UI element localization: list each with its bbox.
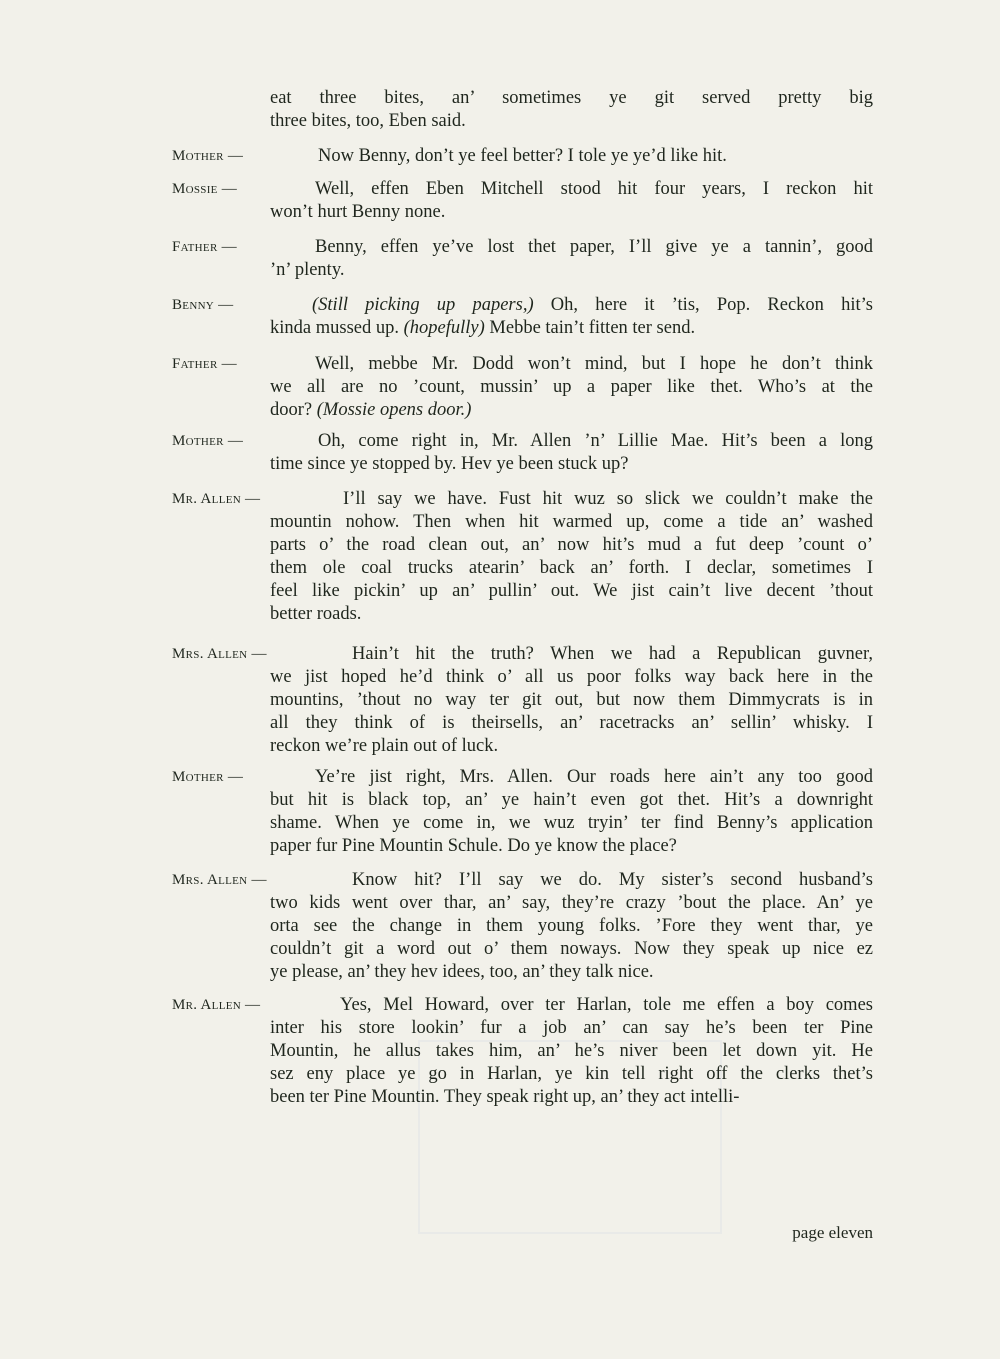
dialogue-text: Mountin, he allus takes him, an’ he’s niver been let down yit. He — [270, 1041, 873, 1061]
dialogue-line — [270, 915, 873, 938]
dialogue-text: Oh, come right in, Mr. Allen ’n’ Lillie Mae. Hit’s been a long — [318, 431, 873, 451]
dialogue-text: won’t hurt Benny none. — [270, 202, 446, 222]
speaker-name: Mrs. Allen — — [172, 872, 267, 888]
dialogue-line — [352, 643, 873, 666]
dialogue-line — [315, 353, 873, 376]
dialogue-text: all they think of is theirsells, an’ racetracks an’ sellin’ whisky. I — [270, 713, 873, 733]
dialogue-line — [270, 789, 873, 812]
speaker-name: Mother — — [172, 769, 244, 785]
dialogue-line — [270, 712, 873, 735]
dialogue-line — [270, 689, 873, 712]
dialogue-text: sez eny place ye go in Harlan, ye kin tell right off the clerks thet’s — [270, 1064, 873, 1084]
dialogue-line — [270, 201, 873, 224]
dialogue-line — [270, 812, 873, 835]
dialogue-text: Well, effen Eben Mitchell stood hit four years, I reckon hit — [315, 179, 873, 199]
dialogue-line — [270, 1040, 873, 1063]
dialogue-text: we jist hoped he’d think o’ all us poor folks way back here in the — [270, 667, 873, 687]
dialogue-line — [270, 317, 873, 340]
dialogue-text: but hit is black top, an’ ye hain’t even got thet. Hit’s a downright — [270, 790, 873, 810]
dialogue-line — [318, 430, 873, 453]
dialogue-text: eat three bites, an’ sometimes ye git served pretty big — [270, 88, 873, 108]
dialogue-text: shame. When ye come in, we wuz tryin’ ter find Benny’s application — [270, 813, 873, 833]
dialogue-text: Yes, Mel Howard, over ter Harlan, tole me effen a boy comes — [340, 995, 873, 1015]
dialogue-line — [352, 869, 873, 892]
dialogue-text: mountins, ’thout no way ter git out, but now them Dimmycrats is in — [270, 690, 873, 710]
dialogue-line — [315, 236, 873, 259]
dialogue-line — [270, 110, 873, 133]
dialogue-text: Oh, here it ’tis, Pop. Reckon hit’s — [533, 295, 873, 315]
dialogue-line — [340, 994, 873, 1017]
dialogue-text: mountin nohow. Then when hit warmed up, come a tide an’ washed — [270, 512, 873, 532]
dialogue-text: couldn’t git a word out o’ them noways. Now they speak up nice ez — [270, 939, 873, 959]
speaker-name: Mossie — — [172, 181, 238, 197]
dialogue-text: reckon we’re plain out of luck. — [270, 736, 499, 756]
speaker-name: Benny — — [172, 297, 234, 313]
dialogue-text: door? — [270, 400, 317, 420]
dialogue-line — [270, 1017, 873, 1040]
speaker-name: Father — — [172, 356, 237, 372]
speaker-name: Mr. Allen — — [172, 997, 261, 1013]
dialogue-text: three bites, too, Eben said. — [270, 111, 466, 131]
dialogue-text: them ole coal trucks atearin’ back an’ forth. I declar, sometimes I — [270, 558, 873, 578]
dialogue-text: Now Benny, don’t ye feel better? I tole ye ye’d like hit. — [318, 146, 727, 166]
dialogue-line — [270, 259, 873, 282]
dialogue-line — [315, 178, 873, 201]
dialogue-text: kinda mussed up. — [270, 318, 404, 338]
dialogue-line — [270, 961, 873, 984]
dialogue-line — [270, 87, 873, 110]
page-number: page eleven — [792, 1223, 873, 1242]
dialogue-text: Hain’t hit the truth? When we had a Republican guvner, — [352, 644, 873, 664]
speaker-name: Father — — [172, 239, 237, 255]
dialogue-line — [270, 580, 873, 603]
dialogue-line — [270, 511, 873, 534]
speaker-name: Mother — — [172, 148, 244, 164]
dialogue-text: inter his store lookin’ fur a job an’ can say he’s been ter Pine — [270, 1018, 873, 1038]
dialogue-text: two kids went over thar, an’ say, they’re crazy ’bout the place. An’ ye — [270, 893, 873, 913]
dialogue-text: Well, mebbe Mr. Dodd won’t mind, but I hope he don’t think — [315, 354, 873, 374]
dialogue-line — [270, 557, 873, 580]
speaker-name: Mrs. Allen — — [172, 646, 267, 662]
stage-direction: (hopefully) — [403, 318, 485, 338]
dialogue-line — [270, 376, 873, 399]
dialogue-text: been ter Pine Mountin. They speak right up, an’ they act intelli- — [270, 1087, 740, 1107]
dialogue-line — [270, 399, 873, 422]
dialogue-text: parts o’ the road clean out, an’ now hit’s mud a fut deep ’count o’ — [270, 535, 873, 555]
dialogue-text: orta see the change in them young folks. ’Fore they went thar, ye — [270, 916, 873, 936]
dialogue-text: better roads. — [270, 604, 362, 624]
stage-direction: (Still picking up papers,) — [312, 295, 534, 315]
dialogue-text: ye please, an’ they hev idees, too, an’ they talk nice. — [270, 962, 654, 982]
dialogue-text: I’ll say we have. Fust hit wuz so slick we couldn’t make the — [343, 489, 873, 509]
dialogue-line — [270, 453, 873, 476]
dialogue-text: Know hit? I’ll say we do. My sister’s second husband’s — [352, 870, 873, 890]
dialogue-line — [270, 835, 873, 858]
dialogue-line — [270, 534, 873, 557]
dialogue-text: ’n’ plenty. — [270, 260, 345, 280]
dialogue-line — [270, 1063, 873, 1086]
dialogue-text: Mebbe tain’t fitten ter send. — [484, 318, 696, 338]
dialogue-line — [270, 666, 873, 689]
dialogue-text: paper fur Pine Mountin Schule. Do ye know the place? — [270, 836, 677, 856]
dialogue-text: time since ye stopped by. Hev ye been stuck up? — [270, 454, 629, 474]
dialogue-line — [343, 488, 873, 511]
dialogue-text: feel like pickin’ up an’ pullin’ out. We jist cain’t live decent ’thout — [270, 581, 873, 601]
dialogue-text: Ye’re jist right, Mrs. Allen. Our roads here ain’t any too good — [315, 767, 873, 787]
dialogue-line — [270, 892, 873, 915]
speaker-name: Mr. Allen — — [172, 491, 261, 507]
dialogue-line — [270, 938, 873, 961]
dialogue-line — [270, 1086, 873, 1109]
dialogue-line — [315, 766, 873, 789]
dialogue-text: we all are no ’count, mussin’ up a paper like thet. Who’s at the — [270, 377, 873, 397]
dialogue-line — [270, 735, 873, 758]
dialogue-line — [318, 145, 873, 168]
speaker-name: Mother — — [172, 433, 244, 449]
dialogue-line — [270, 603, 873, 626]
dialogue-text: Benny, effen ye’ve lost thet paper, I’ll give ye a tannin’, good — [315, 237, 873, 257]
dialogue-line — [312, 294, 873, 317]
stage-direction: (Mossie opens door.) — [316, 400, 472, 420]
